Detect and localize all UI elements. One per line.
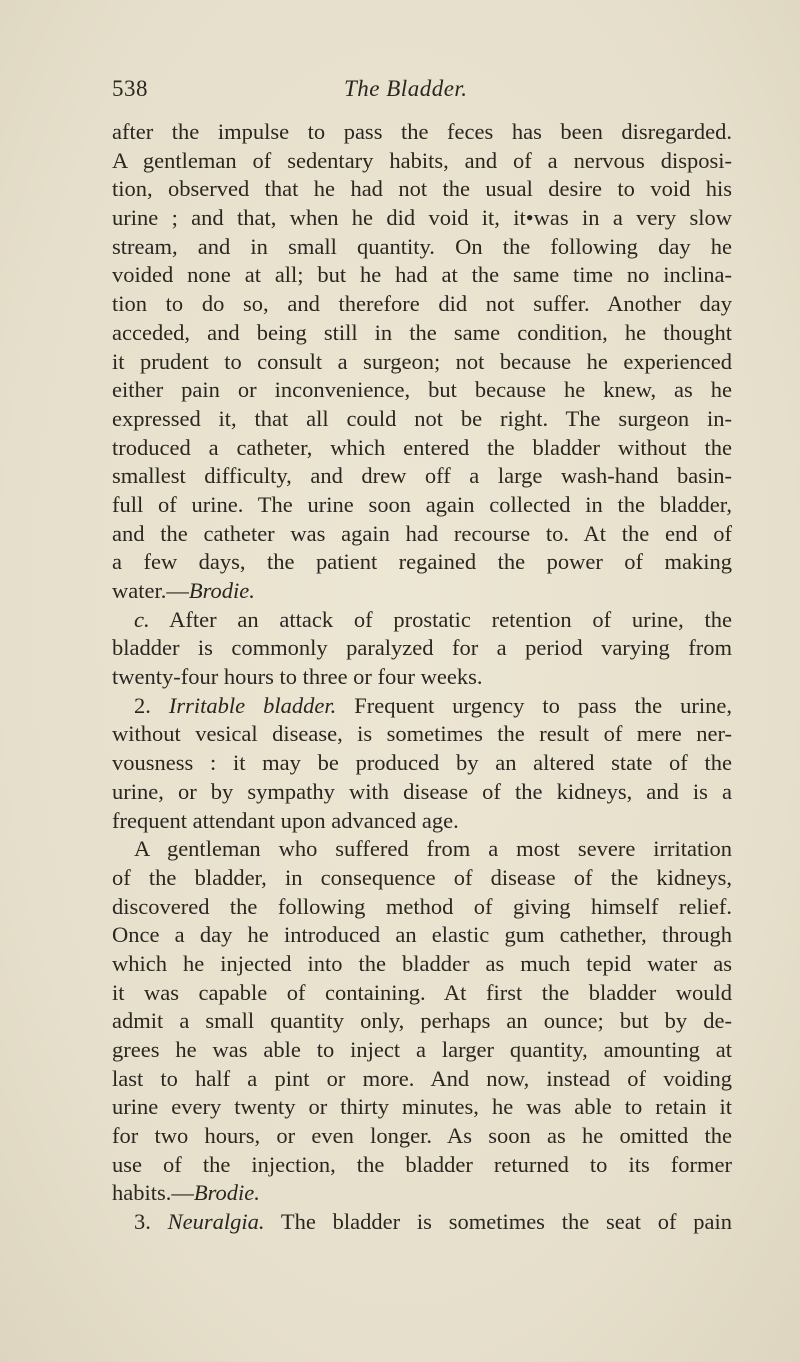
text-line bbox=[112, 118, 732, 147]
text-run: use of the injection, the bladder returned to its former bbox=[112, 1151, 732, 1177]
text-line bbox=[112, 1151, 732, 1180]
text-line bbox=[112, 462, 732, 491]
text-line bbox=[112, 261, 732, 290]
text-run: frequent attendant upon advanced age. bbox=[112, 807, 459, 833]
page-number: 538 bbox=[112, 76, 148, 101]
text-line bbox=[112, 434, 732, 463]
text-line bbox=[112, 548, 732, 577]
text-line bbox=[112, 1065, 732, 1094]
text-line bbox=[112, 921, 732, 950]
text-run: Once a day he introduced an elastic gum cathether, through bbox=[112, 922, 732, 948]
italic-run: Neuralgia. bbox=[167, 1209, 265, 1235]
text-run: voided none at all; but he had at the same time no inclina- bbox=[112, 262, 732, 288]
text-run: and the catheter was again had recourse to. At the end of bbox=[112, 520, 732, 546]
text-line bbox=[112, 1122, 732, 1151]
text-run: Frequent urgency to pass the urine, bbox=[336, 692, 732, 718]
text-line bbox=[112, 663, 732, 692]
text-line bbox=[112, 807, 732, 836]
text-line bbox=[112, 233, 732, 262]
text-run: expressed it, that all could not be right. The surgeon in- bbox=[112, 405, 732, 431]
text-run: stream, and in small quantity. On the following day he bbox=[112, 233, 732, 259]
text-line bbox=[112, 835, 732, 864]
text-line bbox=[112, 1179, 732, 1208]
text-line bbox=[112, 1093, 732, 1122]
text-run: smallest difficulty, and drew off a large wash-hand basin- bbox=[112, 463, 732, 489]
text-run: urine every twenty or thirty minutes, he was able to retain it bbox=[112, 1094, 732, 1120]
text-line bbox=[112, 319, 732, 348]
text-run: tion to do so, and therefore did not suffer. Another day bbox=[112, 291, 732, 317]
text-run: urine, or by sympathy with disease of the kidneys, and is a bbox=[112, 778, 732, 804]
italic-run: Irritable bladder. bbox=[168, 692, 337, 718]
text-run: without vesical disease, is sometimes the result of mere ner- bbox=[112, 721, 732, 747]
italic-run: Brodie. bbox=[188, 578, 255, 603]
text-line bbox=[112, 376, 732, 405]
text-run: admit a small quantity only, perhaps an ounce; but by de- bbox=[112, 1008, 732, 1034]
text-run: discovered the following method of giving himself relief. bbox=[112, 893, 732, 919]
text-run: a few days, the patient regained the power of making bbox=[112, 549, 732, 575]
text-run: of the bladder, in consequence of disease of the kidneys, bbox=[112, 864, 732, 890]
text-line bbox=[112, 1036, 732, 1065]
text-line bbox=[112, 577, 732, 606]
running-title: The Bladder. bbox=[344, 76, 468, 101]
text-run: After an attack of prostatic retention of urine, the bbox=[149, 606, 732, 632]
text-run: habits.— bbox=[112, 1180, 194, 1206]
text-line bbox=[112, 520, 732, 549]
text-line bbox=[112, 1007, 732, 1036]
text-run: grees he was able to inject a larger quantity, amounting at bbox=[112, 1037, 732, 1062]
text-run: water.— bbox=[112, 578, 189, 603]
body-text bbox=[112, 118, 732, 1237]
text-run: for two hours, or even longer. As soon as he omitted the bbox=[112, 1123, 732, 1149]
text-line bbox=[112, 720, 732, 749]
text-run: it prudent to consult a surgeon; not because he experienced bbox=[112, 348, 732, 374]
text-line bbox=[112, 749, 732, 778]
text-run: A gentleman of sedentary habits, and of a nervous disposi- bbox=[112, 147, 732, 173]
text-run: last to half a pint or more. And now, instead of voiding bbox=[112, 1065, 732, 1091]
text-run: vousness : it may be produced by an altered state of the bbox=[112, 750, 732, 776]
text-line bbox=[112, 606, 732, 635]
running-head bbox=[112, 76, 732, 106]
text-run: either pain or inconvenience, but because he knew, as he bbox=[112, 377, 732, 403]
text-line bbox=[112, 692, 732, 721]
text-run: The bladder is sometimes the seat of pain bbox=[264, 1209, 732, 1235]
text-line bbox=[112, 290, 732, 319]
text-run: 3. bbox=[134, 1209, 168, 1235]
text-run: acceded, and being still in the same condition, he thought bbox=[112, 319, 732, 345]
text-line bbox=[112, 950, 732, 979]
text-run: after the impulse to pass the feces has been disregarded. bbox=[112, 119, 732, 144]
text-line bbox=[112, 204, 732, 233]
text-run: tion, observed that he had not the usual desire to void his bbox=[112, 176, 732, 202]
text-line bbox=[112, 979, 732, 1008]
text-run: which he injected into the bladder as much tepid water as bbox=[112, 950, 732, 976]
italic-run: Brodie. bbox=[193, 1180, 260, 1206]
text-run: c. bbox=[134, 606, 150, 632]
text-line bbox=[112, 864, 732, 893]
text-run: A gentleman who suffered from a most severe irritation bbox=[134, 836, 732, 862]
text-line bbox=[112, 175, 732, 204]
text-line bbox=[112, 491, 732, 520]
text-line bbox=[112, 634, 732, 663]
text-run: twenty-four hours to three or four weeks. bbox=[112, 664, 483, 690]
text-run: full of urine. The urine soon again collected in the bladder, bbox=[112, 491, 732, 517]
text-run: bladder is commonly paralyzed for a period varying from bbox=[112, 635, 732, 661]
text-line bbox=[112, 147, 732, 176]
text-line bbox=[112, 348, 732, 377]
text-line bbox=[112, 893, 732, 922]
text-run: urine ; and that, when he did void it, it•was in a very slow bbox=[112, 205, 732, 231]
text-run: 2. bbox=[134, 692, 169, 718]
text-run: troduced a catheter, which entered the bladder without the bbox=[112, 434, 732, 460]
text-line bbox=[112, 1208, 732, 1237]
text-line bbox=[112, 778, 732, 807]
text-line bbox=[112, 405, 732, 434]
text-run: it was capable of containing. At first the bladder would bbox=[112, 979, 732, 1005]
